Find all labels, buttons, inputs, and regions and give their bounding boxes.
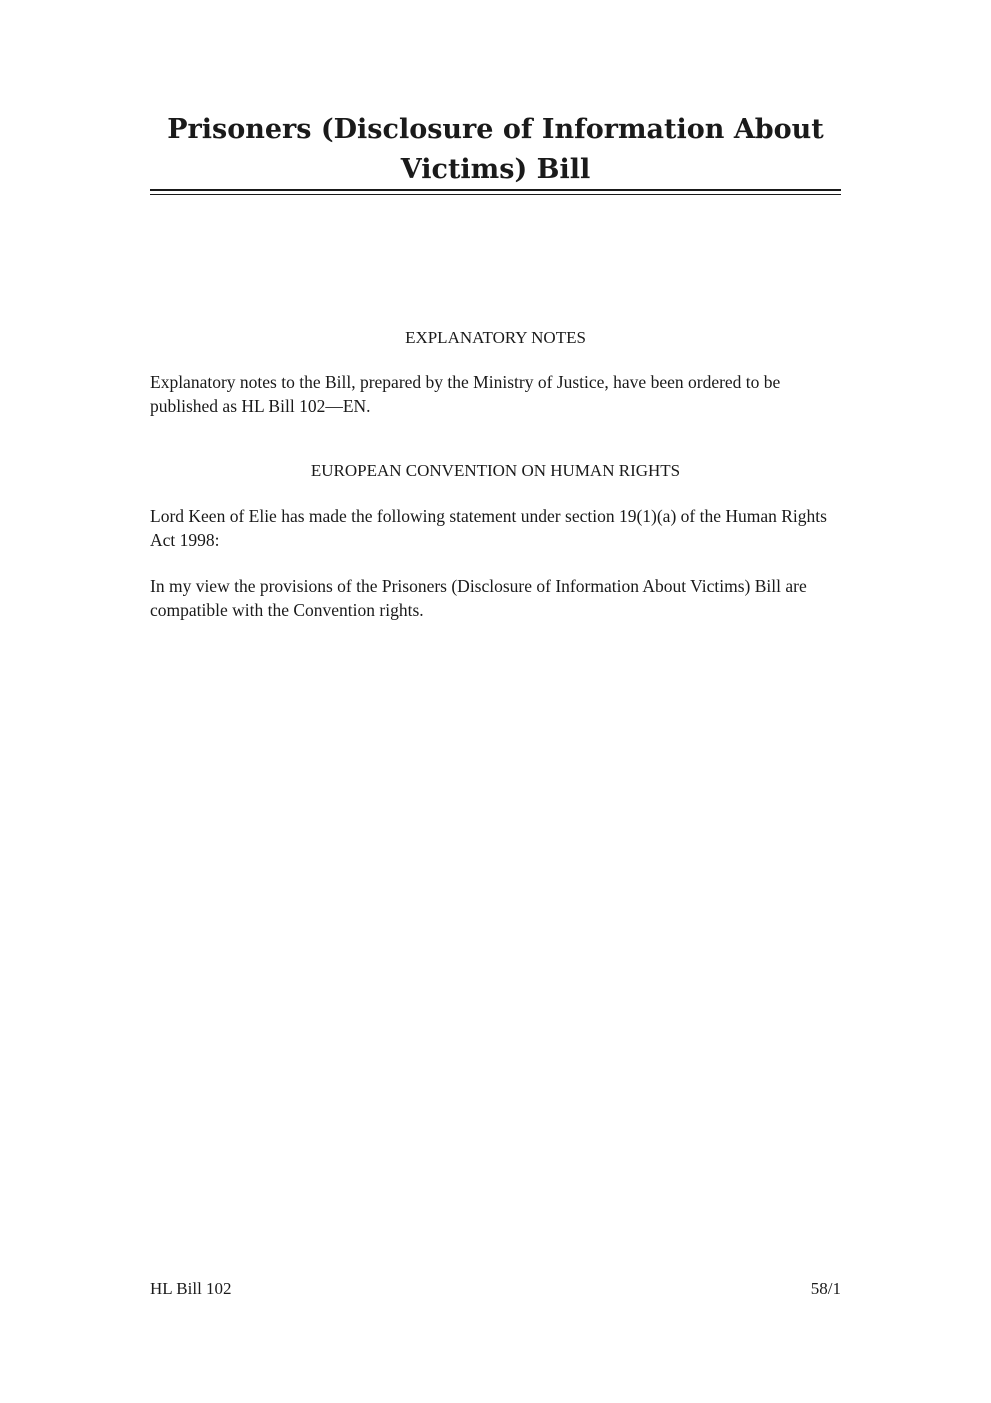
title-rule-thick [150, 189, 841, 191]
echr-compatibility-paragraph: In my view the provisions of the Prisoners (Disclosure of Information About Victims) Bill are compatible with the Convention rights. [150, 576, 807, 620]
explanatory-notes-paragraph: Explanatory notes to the Bill, prepared by the Ministry of Justice, have been ordered to be published as HL Bill 102—EN. [150, 372, 781, 416]
footer-print-reference: 58/1 [810, 1279, 841, 1298]
footer-bill-number: HL Bill 102 [150, 1279, 232, 1298]
section-heading-explanatory-notes: EXPLANATORY NOTES [405, 328, 586, 347]
bill-title: Prisoners (Disclosure of Information About Victims) Bill [167, 114, 824, 185]
title-rule-thin [150, 194, 841, 195]
echr-statement-paragraph: Lord Keen of Elie has made the following statement under section 19(1)(a) of the Human Rights Act 1998: [150, 506, 827, 550]
section-heading-echr: EUROPEAN CONVENTION ON HUMAN RIGHTS [310, 461, 681, 480]
